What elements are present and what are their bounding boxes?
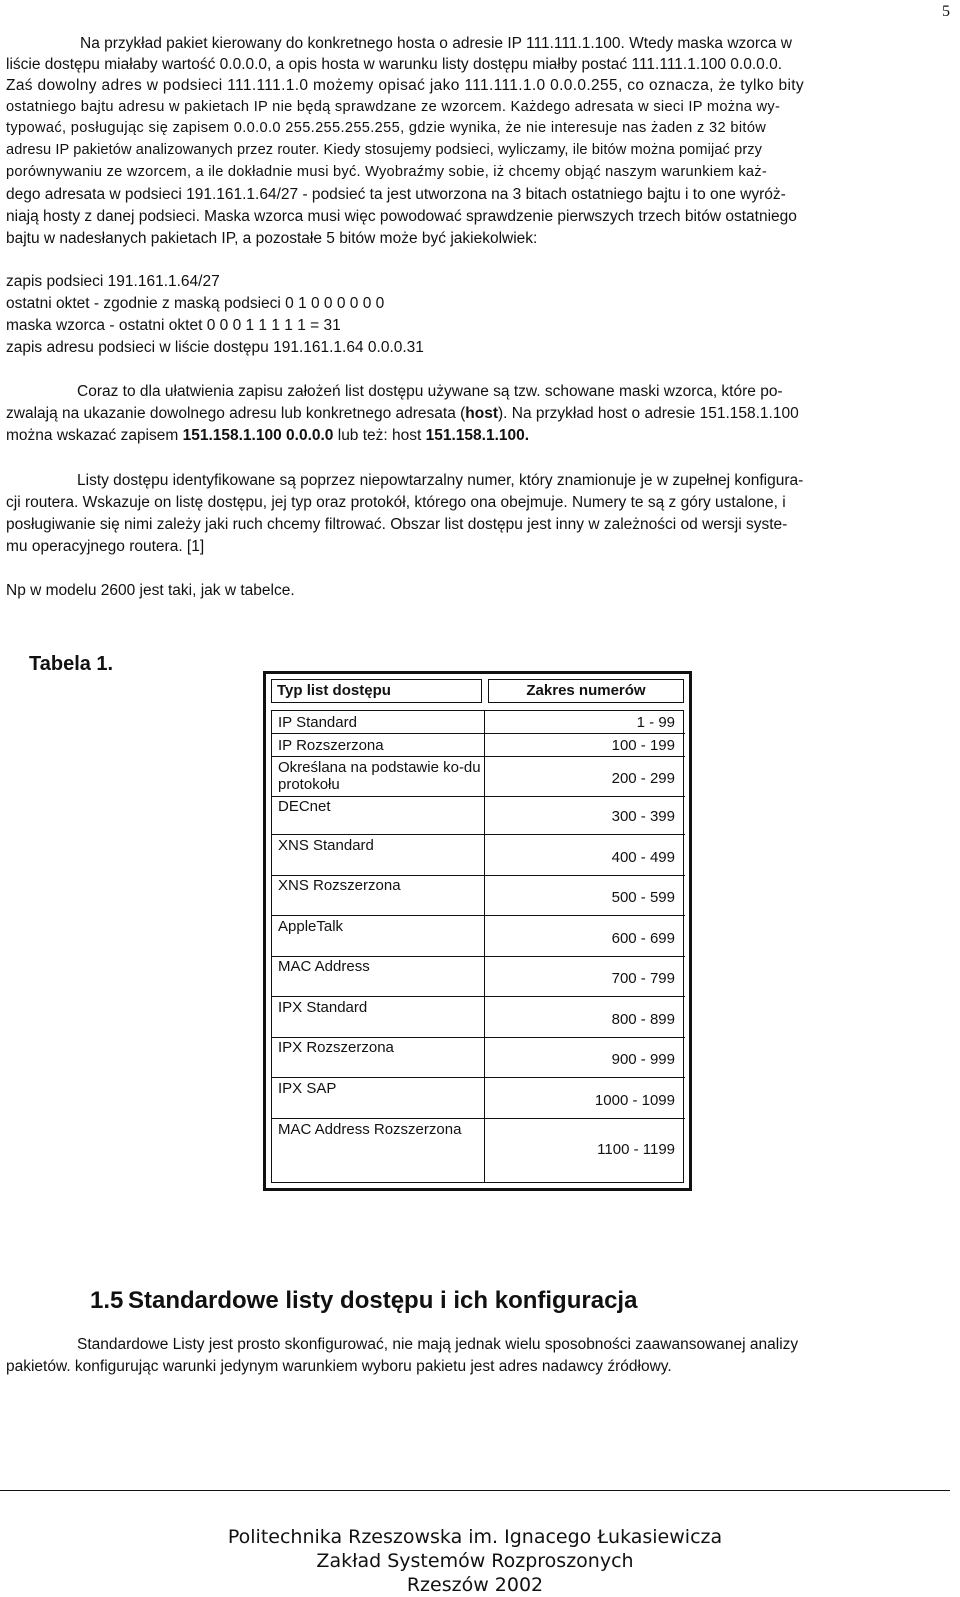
numbering-line: Listy dostępu identyfikowane są poprzez niepowtarzalny numer, który znamionuje je w zupełnej konfigura- — [77, 472, 804, 489]
footer-department: Zakład Systemów Rozproszonych — [316, 1550, 634, 1572]
footer-divider — [0, 1490, 950, 1491]
table-cell-range: 800 - 899 — [611, 1011, 675, 1028]
table-cell-range: 100 - 199 — [611, 737, 675, 754]
row-divider — [272, 733, 685, 734]
intro-line: liście dostępu miałaby wartość 0.0.0.0, a opis hosta w warunku listy dostępu miałby postać 111.111.1.100 0.0.0.0. — [6, 56, 783, 73]
intro-line: porównywaniu ze wzorcem, a ile dokładnie musi być. Wyobraźmy sobie, iż chcemy objąć naszym warunkiem każ- — [6, 164, 767, 180]
row-divider — [272, 996, 685, 997]
masks-bold: 151.158.1.100 0.0.0.0 — [182, 427, 334, 444]
calc-line: maska wzorca - ostatni oktet 0 0 0 1 1 1 1 1 = 31 — [6, 317, 341, 334]
table-body — [271, 710, 684, 1183]
masks-text: lub też: host — [333, 427, 426, 444]
calc-line: ostatni oktet - zgodnie z maską podsieci 0 1 0 0 0 0 0 0 — [6, 295, 385, 312]
table-cell-type: XNS Standard — [278, 837, 374, 854]
masks-text: ). Na przykład host o adresie 151.158.1.100 — [498, 405, 799, 422]
table-cell-type: IPX Rozszerzona — [278, 1039, 394, 1056]
calc-line: zapis podsieci 191.161.1.64/27 — [6, 273, 220, 290]
table-cell-type: AppleTalk — [278, 918, 344, 935]
table-cell-type: XNS Rozszerzona — [278, 877, 401, 894]
column-header-type: Typ list dostępu — [271, 679, 482, 703]
intro-line: Zaś dowolny adres w podsieci 111.111.1.0 możemy opisać jako 111.111.1.0 0.0.0.255, co oznacza, że tylko bity — [6, 77, 805, 94]
row-divider — [272, 956, 685, 957]
table-cell-range: 900 - 999 — [611, 1051, 675, 1068]
table-cell-range: 400 - 499 — [611, 849, 675, 866]
table-header — [271, 679, 684, 703]
section-heading — [90, 1287, 637, 1315]
intro-line: niają hosty z danej podsieci. Maska wzorca musi więc powodować sprawdzenie pierwszych trzech bitów ostatniego — [6, 208, 797, 225]
intro-line: bajtu w nadesłanych pakietach IP, a pozostałe 5 bitów może być jakiekolwiek: — [6, 230, 538, 247]
masks-bold: 151.158.1.100. — [425, 427, 530, 444]
table-cell-range: 700 - 799 — [611, 970, 675, 987]
masks-text: zwalają na ukazanie dowolnego adresu lub konkretnego adresata ( — [6, 405, 466, 422]
row-divider — [272, 915, 685, 916]
table-cell-type: Określana na podstawie ko-du protokołu — [278, 759, 481, 793]
table-cell-range: 1100 - 1199 — [597, 1141, 675, 1158]
intro-line: ostatniego bajtu adresu w pakietach IP nie będą sprawdzane ze wzorcem. Każdego adresata w sieci IP można wy- — [6, 99, 781, 115]
numbering-line: mu operacyjnego routera. [1] — [6, 538, 205, 555]
masks-line — [6, 425, 529, 446]
table-cell-type: IP Rozszerzona — [278, 737, 384, 754]
table-cell-type: DECnet — [278, 798, 331, 815]
row-divider — [272, 1077, 685, 1078]
table-cell-range: 200 - 299 — [611, 770, 675, 787]
intro-line: adresu IP pakietów analizowanych przez router. Kiedy stosujemy podsieci, wyliczamy, ile bitów można pomijać przy — [6, 142, 763, 158]
row-divider — [272, 834, 685, 835]
footer-place-year: Rzeszów 2002 — [406, 1574, 544, 1596]
intro-line: Na przykład pakiet kierowany do konkretnego hosta o adresie IP 111.111.1.100. Wtedy maska wzorca w — [80, 35, 792, 52]
section-line: pakietów. konfigurując warunki jedynym warunkiem wyboru pakietu jest adres nadawcy źródłowy. — [6, 1358, 672, 1375]
intro-line: typować, posługując się zapisem 0.0.0.0 255.255.255.255, gdzie wynika, że nie interesuje nas żaden z 32 bitów — [6, 120, 767, 136]
calc-line: zapis adresu podsieci w liście dostępu 191.161.1.64 0.0.0.31 — [6, 339, 424, 356]
table-cell-type: MAC Address — [278, 958, 370, 975]
section-line: Standardowe Listy jest prosto skonfigurować, nie mają jednak wielu sposobności zaawansowanej analizy — [77, 1336, 799, 1353]
numbering-line: cji routera. Wskazuje on listę dostępu, jej typ oraz protokół, którego ona obejmuje. Numery te są z góry ustalone, i — [6, 494, 786, 511]
table-cell-range: 300 - 399 — [611, 808, 675, 825]
row-divider — [272, 875, 685, 876]
table-cell-type: IPX SAP — [278, 1080, 337, 1097]
section-number: 1.5 — [90, 1287, 124, 1314]
section-title: Standardowe listy dostępu i ich konfiguracja — [128, 1287, 638, 1314]
numbering-line: posługiwanie się nimi zależy jaki ruch chcemy filtrować. Obszar list dostępu jest inny w zależności od wersji syste- — [6, 516, 788, 533]
intro-line: dego adresata w podsieci 191.161.1.64/27 - podsieć ta jest utworzona na 3 bitach ostatniego bajtu i to one wyróż- — [6, 186, 786, 203]
masks-line — [6, 403, 799, 424]
row-divider — [272, 796, 685, 797]
page-number: 5 — [942, 3, 950, 20]
masks-bold: host — [465, 405, 498, 422]
table-cell-type: MAC Address Rozszerzona — [278, 1121, 462, 1138]
table-cell-range: 1000 - 1099 — [594, 1092, 675, 1109]
column-header-range: Zakres numerów — [488, 679, 684, 703]
access-list-table — [263, 671, 692, 1191]
model-note: Np w modelu 2600 jest taki, jak w tabelce. — [6, 582, 295, 599]
table-cell-range: 600 - 699 — [611, 930, 675, 947]
table-cell-type: IPX Standard — [278, 999, 368, 1016]
masks-text: można wskazać zapisem — [6, 427, 183, 444]
table-cell-range: 1 - 99 — [636, 714, 675, 731]
row-divider — [272, 1118, 685, 1119]
masks-line: Coraz to dla ułatwienia zapisu założeń list dostępu używane są tzw. schowane maski wzorca, które po- — [77, 383, 783, 400]
row-divider — [272, 1037, 685, 1038]
table-cell-type: IP Standard — [278, 714, 357, 731]
table-title: Tabela 1. — [29, 653, 114, 675]
table-cell-range: 500 - 599 — [611, 889, 675, 906]
footer-university: Politechnika Rzeszowska im. Ignacego Łukasiewicza — [227, 1526, 723, 1548]
row-divider — [272, 756, 685, 757]
